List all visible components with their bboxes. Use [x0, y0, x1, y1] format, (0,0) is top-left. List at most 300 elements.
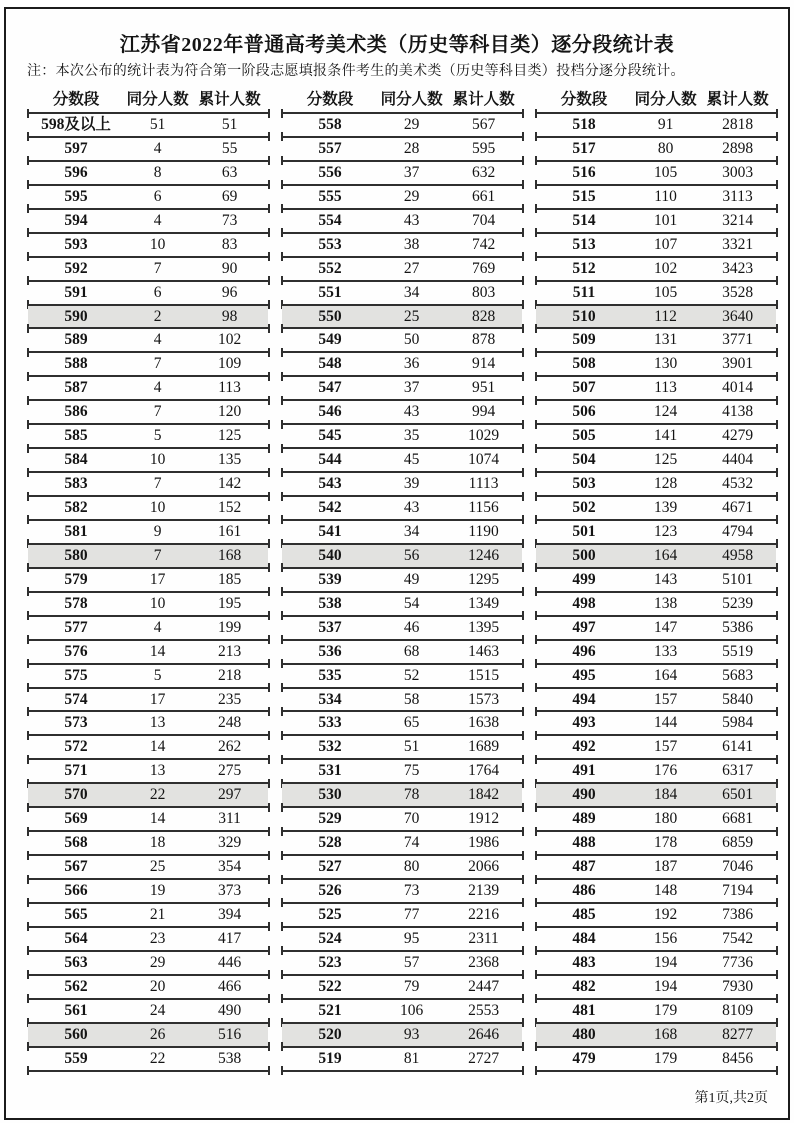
score-segment: 495 — [572, 666, 596, 684]
same-score-count: 14 — [149, 810, 166, 828]
table-row — [28, 306, 268, 330]
cumulative-count: 4532 — [722, 475, 754, 493]
table-row — [28, 186, 268, 210]
score-segment: 536 — [318, 642, 342, 660]
cumulative-count: 6141 — [722, 738, 754, 756]
score-segment: 532 — [318, 738, 342, 756]
same-score-count: 38 — [403, 235, 420, 253]
cumulative-count: 297 — [217, 786, 242, 804]
cumulative-count: 2311 — [468, 929, 499, 947]
score-segment: 594 — [64, 211, 88, 229]
same-score-count: 123 — [653, 522, 678, 540]
header-cumulative-count: 累计人数 — [198, 91, 261, 108]
cumulative-count: 595 — [471, 139, 496, 157]
same-score-count: 51 — [149, 116, 166, 133]
score-segment: 503 — [572, 475, 596, 493]
score-segment: 508 — [572, 355, 596, 373]
cumulative-count: 275 — [217, 762, 242, 780]
cumulative-count: 878 — [471, 331, 496, 349]
cumulative-count: 2646 — [468, 1025, 500, 1043]
score-table-3 — [536, 88, 776, 1072]
cumulative-count: 2553 — [468, 1001, 500, 1019]
same-score-count: 37 — [403, 163, 420, 181]
cumulative-count: 2898 — [722, 139, 754, 157]
score-segment: 553 — [318, 235, 342, 253]
table-row — [536, 808, 776, 832]
score-segment: 515 — [572, 187, 596, 205]
score-segment: 498 — [572, 594, 596, 612]
same-score-count: 20 — [149, 977, 166, 995]
score-segment: 582 — [64, 499, 88, 516]
same-score-count: 43 — [403, 211, 420, 229]
same-score-count: 168 — [653, 1025, 678, 1043]
cumulative-count: 7194 — [722, 882, 754, 899]
cumulative-count: 120 — [217, 403, 242, 421]
table-row — [282, 904, 522, 928]
cumulative-count: 185 — [217, 570, 242, 588]
same-score-count: 45 — [403, 451, 420, 469]
same-score-count: 49 — [403, 570, 420, 588]
same-score-count: 14 — [149, 642, 166, 660]
score-segment: 484 — [572, 929, 596, 947]
same-score-count: 74 — [403, 834, 420, 852]
header-same-score-count: 同分人数 — [126, 91, 189, 108]
score-table-1 — [28, 88, 268, 1072]
cumulative-count: 1190 — [468, 522, 499, 540]
score-segment: 583 — [64, 475, 88, 493]
cumulative-count: 1029 — [468, 427, 500, 445]
table-row — [28, 282, 268, 306]
cumulative-count: 90 — [221, 259, 238, 277]
cumulative-count: 373 — [217, 882, 242, 899]
table-row — [28, 665, 268, 689]
score-segment: 506 — [572, 403, 596, 421]
same-score-count: 179 — [653, 1001, 678, 1019]
page-number: 第1页,共2页 — [694, 1091, 768, 1106]
table-row — [536, 593, 776, 617]
score-segment: 538 — [318, 594, 342, 612]
cumulative-count: 4138 — [722, 403, 754, 421]
same-score-count: 23 — [149, 929, 166, 947]
cumulative-count: 7542 — [722, 929, 754, 947]
score-segment: 521 — [318, 1001, 342, 1019]
table-row — [536, 1000, 776, 1024]
score-segment: 541 — [318, 522, 342, 540]
table-row — [536, 1048, 776, 1072]
same-score-count: 125 — [653, 451, 678, 469]
same-score-count: 8 — [153, 163, 162, 181]
table-row — [536, 377, 776, 401]
score-segment: 579 — [64, 570, 88, 588]
score-segment: 595 — [64, 187, 88, 205]
table-row — [282, 425, 522, 449]
same-score-count: 54 — [403, 594, 420, 612]
table-row — [28, 976, 268, 1000]
cumulative-count: 213 — [217, 642, 242, 660]
same-score-count: 73 — [403, 882, 420, 899]
table-row — [28, 138, 268, 162]
same-score-count: 22 — [149, 1049, 166, 1067]
score-segment: 479 — [572, 1049, 596, 1067]
score-segment: 487 — [572, 858, 596, 876]
score-segment: 570 — [64, 786, 88, 804]
cumulative-count: 195 — [217, 594, 242, 612]
score-segment: 483 — [572, 953, 596, 971]
score-segment: 542 — [318, 499, 342, 516]
score-segment: 481 — [572, 1001, 596, 1019]
score-segment: 486 — [572, 882, 596, 899]
table-row — [282, 473, 522, 497]
table-row — [536, 521, 776, 545]
same-score-count: 29 — [403, 116, 420, 133]
same-score-count: 29 — [149, 953, 166, 971]
same-score-count: 10 — [149, 594, 166, 612]
same-score-count: 95 — [403, 929, 420, 947]
same-score-count: 10 — [149, 235, 166, 253]
same-score-count: 7 — [153, 475, 162, 493]
score-segment: 491 — [572, 762, 596, 780]
table-row — [28, 210, 268, 234]
score-segment: 545 — [318, 427, 342, 445]
score-segment: 539 — [318, 570, 342, 588]
score-segment: 534 — [318, 690, 342, 708]
cumulative-count: 6681 — [722, 810, 754, 828]
same-score-count: 78 — [403, 786, 420, 804]
cumulative-count: 704 — [471, 211, 496, 229]
cumulative-count: 417 — [217, 929, 242, 947]
table-row — [28, 904, 268, 928]
cumulative-count: 538 — [217, 1049, 242, 1067]
cumulative-count: 4279 — [722, 427, 754, 445]
table-row — [28, 353, 268, 377]
score-segment: 523 — [318, 953, 342, 971]
score-segment: 562 — [64, 977, 88, 995]
score-segment: 555 — [318, 187, 342, 205]
same-score-count: 194 — [653, 953, 678, 971]
score-segment: 560 — [64, 1025, 88, 1043]
table-row — [536, 760, 776, 784]
same-score-count: 75 — [403, 762, 420, 780]
same-score-count: 22 — [149, 786, 166, 804]
score-segment: 509 — [572, 331, 596, 349]
table-row — [282, 545, 522, 569]
same-score-count: 164 — [653, 546, 678, 564]
score-segment: 573 — [64, 714, 88, 732]
cumulative-count: 5386 — [722, 618, 754, 636]
same-score-count: 50 — [403, 331, 420, 349]
cumulative-count: 4404 — [722, 451, 754, 469]
score-segment: 531 — [318, 762, 342, 780]
score-segment: 564 — [64, 929, 88, 947]
score-segment: 588 — [64, 355, 88, 373]
same-score-count: 34 — [403, 283, 420, 301]
same-score-count: 14 — [149, 738, 166, 756]
score-segment: 546 — [318, 403, 342, 421]
table-row — [282, 521, 522, 545]
cumulative-count: 1246 — [468, 546, 500, 564]
table-row — [282, 210, 522, 234]
score-segment: 502 — [572, 499, 596, 516]
score-segment: 493 — [572, 714, 596, 732]
header-score-segment: 分数段 — [52, 91, 100, 108]
cumulative-count: 329 — [217, 834, 242, 852]
table-row — [282, 736, 522, 760]
same-score-count: 6 — [153, 283, 162, 301]
cumulative-count: 3901 — [722, 355, 754, 373]
score-segment: 549 — [318, 331, 342, 349]
table-row — [28, 832, 268, 856]
cumulative-count: 1463 — [468, 642, 500, 660]
cumulative-count: 4794 — [722, 522, 754, 540]
cumulative-count: 5519 — [722, 642, 754, 660]
score-segment: 492 — [572, 738, 596, 756]
table-row — [282, 856, 522, 880]
cumulative-count: 1986 — [468, 834, 500, 852]
score-segment: 580 — [64, 546, 88, 564]
same-score-count: 35 — [403, 427, 420, 445]
same-score-count: 184 — [653, 786, 678, 804]
score-segment: 548 — [318, 355, 342, 373]
same-score-count: 4 — [153, 331, 162, 349]
score-segment: 497 — [572, 618, 596, 636]
same-score-count: 43 — [403, 403, 420, 421]
table-row — [536, 712, 776, 736]
table-row — [282, 258, 522, 282]
cumulative-count: 3771 — [722, 331, 754, 349]
same-score-count: 29 — [403, 187, 420, 205]
same-score-count: 24 — [149, 1001, 166, 1019]
score-segment: 499 — [572, 570, 596, 588]
table-row — [282, 377, 522, 401]
score-segment: 586 — [64, 403, 88, 421]
table-row — [536, 329, 776, 353]
same-score-count: 106 — [399, 1001, 424, 1019]
table-row — [282, 1000, 522, 1024]
cumulative-count: 516 — [217, 1025, 242, 1043]
cumulative-count: 3214 — [722, 211, 754, 229]
same-score-count: 9 — [153, 522, 162, 540]
cumulative-count: 2727 — [468, 1049, 500, 1067]
table-row — [536, 282, 776, 306]
score-segment: 593 — [64, 235, 88, 253]
same-score-count: 17 — [149, 690, 166, 708]
table-row — [536, 473, 776, 497]
cumulative-count: 446 — [217, 953, 242, 971]
score-segment: 551 — [318, 283, 342, 301]
score-segment: 556 — [318, 163, 342, 181]
score-segment: 526 — [318, 882, 342, 899]
cumulative-count: 1295 — [468, 570, 500, 588]
score-segment: 517 — [572, 139, 596, 157]
same-score-count: 21 — [149, 905, 166, 923]
cumulative-count: 262 — [217, 738, 242, 756]
cumulative-count: 2216 — [468, 905, 500, 923]
same-score-count: 91 — [657, 116, 674, 133]
same-score-count: 156 — [653, 929, 678, 947]
same-score-count: 5 — [153, 666, 162, 684]
table-row — [536, 306, 776, 330]
table-row — [282, 234, 522, 258]
cumulative-count: 4671 — [722, 499, 754, 516]
cumulative-count: 2066 — [468, 858, 500, 876]
table-row — [28, 569, 268, 593]
table-row — [28, 856, 268, 880]
cumulative-count: 1113 — [468, 475, 499, 493]
table-row — [28, 258, 268, 282]
same-score-count: 43 — [403, 499, 420, 516]
same-score-count: 13 — [149, 762, 166, 780]
table-row — [282, 114, 522, 138]
same-score-count: 194 — [653, 977, 678, 995]
same-score-count: 79 — [403, 977, 420, 995]
cumulative-count: 1912 — [468, 810, 500, 828]
score-segment: 501 — [572, 522, 596, 540]
cumulative-count: 8456 — [722, 1049, 754, 1067]
table-row — [536, 1024, 776, 1048]
table-row — [282, 1024, 522, 1048]
table-row — [28, 329, 268, 353]
table-row — [536, 880, 776, 904]
cumulative-count: 5239 — [722, 594, 754, 612]
table-row — [536, 832, 776, 856]
score-segment: 514 — [572, 211, 596, 229]
score-segment: 488 — [572, 834, 596, 852]
same-score-count: 130 — [653, 355, 678, 373]
same-score-count: 101 — [653, 211, 678, 229]
cumulative-count: 5683 — [722, 666, 754, 684]
score-segment: 566 — [64, 882, 88, 899]
table-row — [28, 377, 268, 401]
same-score-count: 5 — [153, 427, 162, 445]
table-row — [282, 832, 522, 856]
cumulative-count: 2818 — [722, 116, 754, 133]
header-score-segment: 分数段 — [560, 91, 608, 108]
same-score-count: 27 — [403, 259, 420, 277]
score-segment: 480 — [572, 1025, 596, 1043]
score-segment: 537 — [318, 618, 342, 636]
table-row — [536, 545, 776, 569]
cumulative-count: 1842 — [468, 786, 500, 804]
table-row — [28, 593, 268, 617]
same-score-count: 157 — [653, 738, 678, 756]
same-score-count: 102 — [653, 259, 678, 277]
score-segment: 565 — [64, 905, 88, 923]
same-score-count: 36 — [403, 355, 420, 373]
cumulative-count: 235 — [217, 690, 242, 708]
table-row — [28, 760, 268, 784]
score-segment: 568 — [64, 834, 88, 852]
table-row — [28, 928, 268, 952]
score-segment: 519 — [318, 1049, 342, 1067]
score-segment: 584 — [64, 451, 88, 469]
same-score-count: 176 — [653, 762, 678, 780]
score-segment: 522 — [318, 977, 342, 995]
cumulative-count: 7046 — [722, 858, 754, 876]
cumulative-count: 55 — [221, 139, 238, 157]
table-row — [282, 162, 522, 186]
same-score-count: 25 — [403, 307, 420, 325]
table-row — [536, 904, 776, 928]
score-segment: 577 — [64, 618, 88, 636]
cumulative-count: 51 — [221, 116, 238, 133]
table-row — [282, 760, 522, 784]
table-row — [536, 162, 776, 186]
table-row — [28, 641, 268, 665]
cumulative-count: 1395 — [468, 618, 500, 636]
same-score-count: 26 — [149, 1025, 166, 1043]
cumulative-count: 1638 — [468, 714, 500, 732]
score-segment: 591 — [64, 283, 88, 301]
same-score-count: 7 — [153, 403, 162, 421]
score-table-2 — [282, 88, 522, 1072]
table-row — [536, 353, 776, 377]
score-segment: 529 — [318, 810, 342, 828]
same-score-count: 34 — [403, 522, 420, 540]
same-score-count: 93 — [403, 1025, 420, 1043]
table-body — [28, 112, 268, 1072]
table-row — [282, 952, 522, 976]
same-score-count: 131 — [653, 331, 678, 349]
header-same-score-count: 同分人数 — [380, 91, 443, 108]
same-score-count: 10 — [149, 451, 166, 469]
table-row — [536, 928, 776, 952]
cumulative-count: 661 — [471, 187, 496, 205]
table-row — [28, 617, 268, 641]
cumulative-count: 5101 — [722, 570, 754, 588]
cumulative-count: 3640 — [722, 307, 754, 325]
header-cumulative-count: 累计人数 — [452, 91, 515, 108]
cumulative-count: 4958 — [722, 546, 754, 564]
same-score-count: 46 — [403, 618, 420, 636]
table-row — [28, 952, 268, 976]
cumulative-count: 994 — [471, 403, 496, 421]
table-row — [536, 784, 776, 808]
score-segment: 516 — [572, 163, 596, 181]
cumulative-count: 4014 — [722, 379, 754, 397]
cumulative-count: 125 — [217, 427, 242, 445]
cumulative-count: 632 — [471, 163, 496, 181]
cumulative-count: 2447 — [468, 977, 500, 995]
score-segment: 520 — [318, 1025, 342, 1043]
table-row — [536, 186, 776, 210]
same-score-count: 143 — [653, 570, 678, 588]
table-row — [282, 784, 522, 808]
table-row — [282, 808, 522, 832]
table-row — [28, 162, 268, 186]
score-segment: 563 — [64, 953, 88, 971]
table-row — [28, 401, 268, 425]
score-segment: 559 — [64, 1049, 88, 1067]
table-row — [28, 1024, 268, 1048]
score-segment: 561 — [64, 1001, 88, 1019]
score-segment: 528 — [318, 834, 342, 852]
table-row — [282, 329, 522, 353]
score-segment: 490 — [572, 786, 596, 804]
same-score-count: 4 — [153, 618, 162, 636]
table-row — [536, 234, 776, 258]
cumulative-count: 2368 — [468, 953, 500, 971]
cumulative-count: 5840 — [722, 690, 754, 708]
table-row — [28, 736, 268, 760]
table-row — [28, 880, 268, 904]
same-score-count: 13 — [149, 714, 166, 732]
same-score-count: 148 — [653, 882, 678, 899]
same-score-count: 58 — [403, 690, 420, 708]
score-segment: 530 — [318, 786, 342, 804]
same-score-count: 178 — [653, 834, 678, 852]
score-segment: 512 — [572, 259, 596, 277]
same-score-count: 124 — [653, 403, 678, 421]
